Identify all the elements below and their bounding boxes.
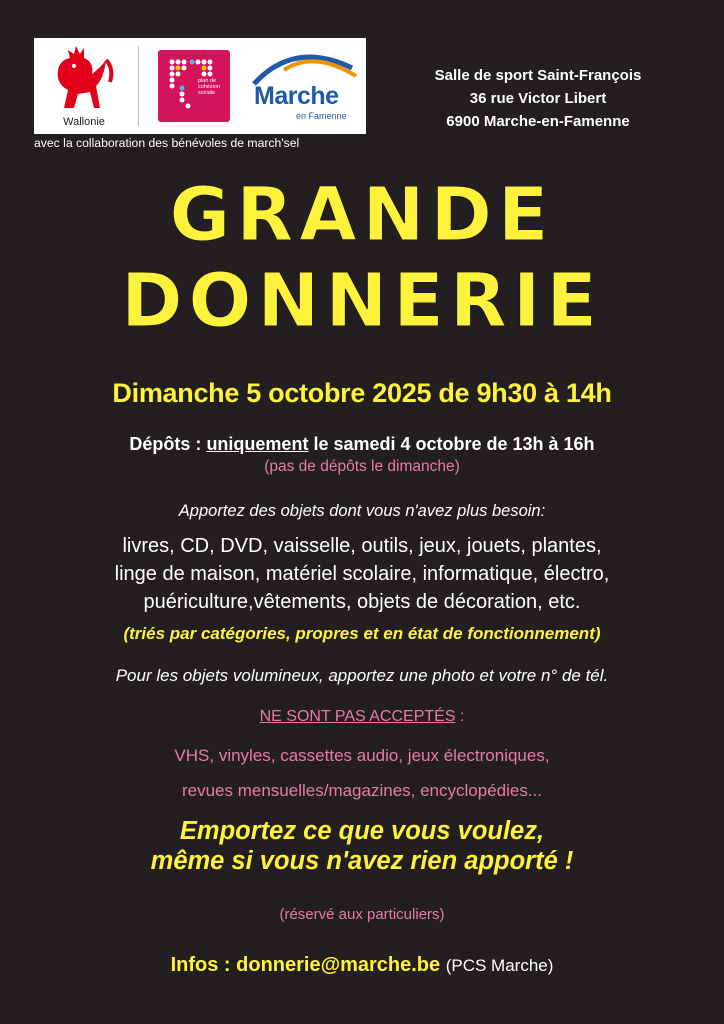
- not-accepted-colon: :: [455, 708, 465, 725]
- reserved-note: (réservé aux particuliers): [279, 906, 445, 923]
- bring-intro: Apportez des objets dont vous n'avez plus besoin:: [178, 502, 546, 520]
- take-away-message: [0, 816, 724, 876]
- pcs-logo: [158, 50, 230, 122]
- not-accepted-line: revues mensuelles/magazines, encyclopédies...: [181, 781, 543, 800]
- take-line-1: Emportez ce que vous voulez,: [179, 817, 545, 845]
- not-accepted-list: [0, 738, 724, 808]
- marche-logo: [244, 46, 362, 126]
- item-condition: (triés par catégories, propres et en état de fonctionnement): [123, 624, 601, 643]
- infos-org: (PCS Marche): [445, 956, 554, 975]
- title-line-1: GRANDE: [169, 172, 555, 258]
- wallonie-logo: [34, 38, 134, 134]
- accepted-items-line: livres, CD, DVD, vaisselle, outils, jeux, jouets, plantes,: [122, 535, 602, 557]
- rooster-icon: [34, 38, 134, 116]
- marche-logo-sub: en Famenne: [296, 111, 347, 121]
- bulky-items-note: Pour les objets volumineux, apportez une photo et votre n° de tél.: [115, 666, 609, 685]
- wallonie-label: Wallonie: [63, 116, 105, 128]
- venue-address: [400, 64, 676, 133]
- title-line-2: DONNERIE: [121, 258, 603, 344]
- deposit-prefix: Dépôts :: [129, 434, 207, 454]
- contact-info: [0, 954, 724, 977]
- marche-logo-name: Marche: [254, 82, 339, 110]
- deposit-suffix: le samedi 4 octobre de 13h à 16h: [308, 434, 595, 454]
- partner-logos: [34, 38, 366, 134]
- collaboration-text: avec la collaboration des bénévoles de march'sel: [34, 136, 300, 150]
- accepted-items-line: linge de maison, matériel scolaire, informatique, électro,: [114, 563, 610, 585]
- infos-label: Infos :: [170, 954, 237, 976]
- accepted-items-list: [0, 532, 724, 616]
- not-accepted-label: NE SONT PAS ACCEPTÉS: [259, 708, 456, 725]
- not-accepted-line: VHS, vinyles, cassettes audio, jeux électroniques,: [174, 746, 550, 765]
- address-line-1: Salle de sport Saint-François: [434, 67, 642, 84]
- address-line-3: 6900 Marche-en-Famenne: [446, 113, 630, 130]
- event-date: Dimanche 5 octobre 2025 de 9h30 à 14h: [112, 378, 612, 408]
- take-line-2: même si vous n'avez rien apporté !: [150, 847, 574, 875]
- marche-arc-icon: [244, 46, 362, 86]
- deposit-info: [0, 434, 724, 455]
- accepted-items-line: puériculture,vêtements, objets de décoration, etc.: [143, 591, 581, 613]
- address-line-2: 36 rue Victor Libert: [469, 90, 607, 107]
- contact-email-link[interactable]: donnerie@marche.be: [236, 954, 441, 976]
- pcs-logo-text: plan de cohésion sociale: [198, 78, 221, 96]
- deposit-note: (pas de dépôts le dimanche): [264, 458, 460, 475]
- deposit-emphasis: uniquement: [206, 434, 309, 454]
- logo-divider: [138, 46, 139, 126]
- not-accepted-heading: [0, 708, 724, 726]
